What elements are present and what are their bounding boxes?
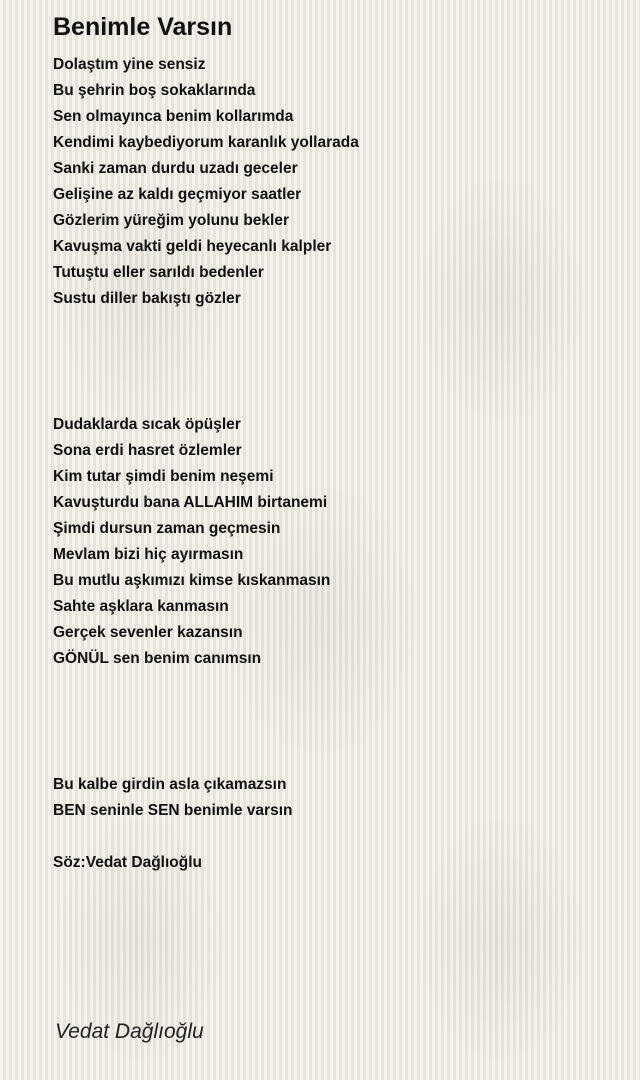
poem-line: Şimdi dursun zaman geçmesin xyxy=(53,520,281,537)
poem-line: Sustu diller bakıştı gözler xyxy=(53,290,241,307)
poem-line: Kim tutar şimdi benim neşemi xyxy=(53,468,274,485)
poem-line: Tutuştu eller sarıldı bedenler xyxy=(53,264,264,281)
stanza-1 xyxy=(53,52,359,312)
poem-line: Mevlam bizi hiç ayırmasın xyxy=(53,546,244,563)
poem-line: GÖNÜL sen benim canımsın xyxy=(53,650,262,667)
poem-line: Gelişine az kaldı geçmiyor saatler xyxy=(53,186,302,203)
stanza-2 xyxy=(53,412,330,672)
poem-line: Bu kalbe girdin asla çıkamazsın xyxy=(53,776,287,793)
poem-line: Bu şehrin boş sokaklarında xyxy=(53,82,256,99)
poem-line: Kavuşma vakti geldi heyecanlı kalpler xyxy=(53,238,332,255)
poem-line: Sona erdi hasret özlemler xyxy=(53,442,242,459)
poem-line: Gözlerim yüreğim yolunu bekler xyxy=(53,212,290,229)
lyrics-credit xyxy=(53,850,202,876)
poem-line: Bu mutlu aşkımızı kimse kıskanmasın xyxy=(53,572,331,589)
poem-line: Gerçek sevenler kazansın xyxy=(53,624,243,641)
poem-line: Dudaklarda sıcak öpüşler xyxy=(53,416,241,433)
poem-line: Sen olmayınca benim kollarımda xyxy=(53,108,294,125)
poem-line: Kavuşturdu bana ALLAHIM birtanemi xyxy=(53,494,328,511)
poem-line: Sanki zaman durdu uzadı geceler xyxy=(53,160,298,177)
poem-line: BEN seninle SEN benimle varsın xyxy=(53,802,293,819)
poem-title: Benimle Varsın xyxy=(53,13,233,41)
author-name: Vedat Dağlıoğlu xyxy=(55,1020,204,1043)
poem-line: Dolaştım yine sensiz xyxy=(53,56,206,73)
credit-line: Söz:Vedat Dağlıoğlu xyxy=(53,854,202,871)
poem-line: Sahte aşklara kanmasın xyxy=(53,598,229,615)
stanza-3 xyxy=(53,772,292,824)
poem-line: Kendimi kaybediyorum karanlık yollarada xyxy=(53,134,359,151)
